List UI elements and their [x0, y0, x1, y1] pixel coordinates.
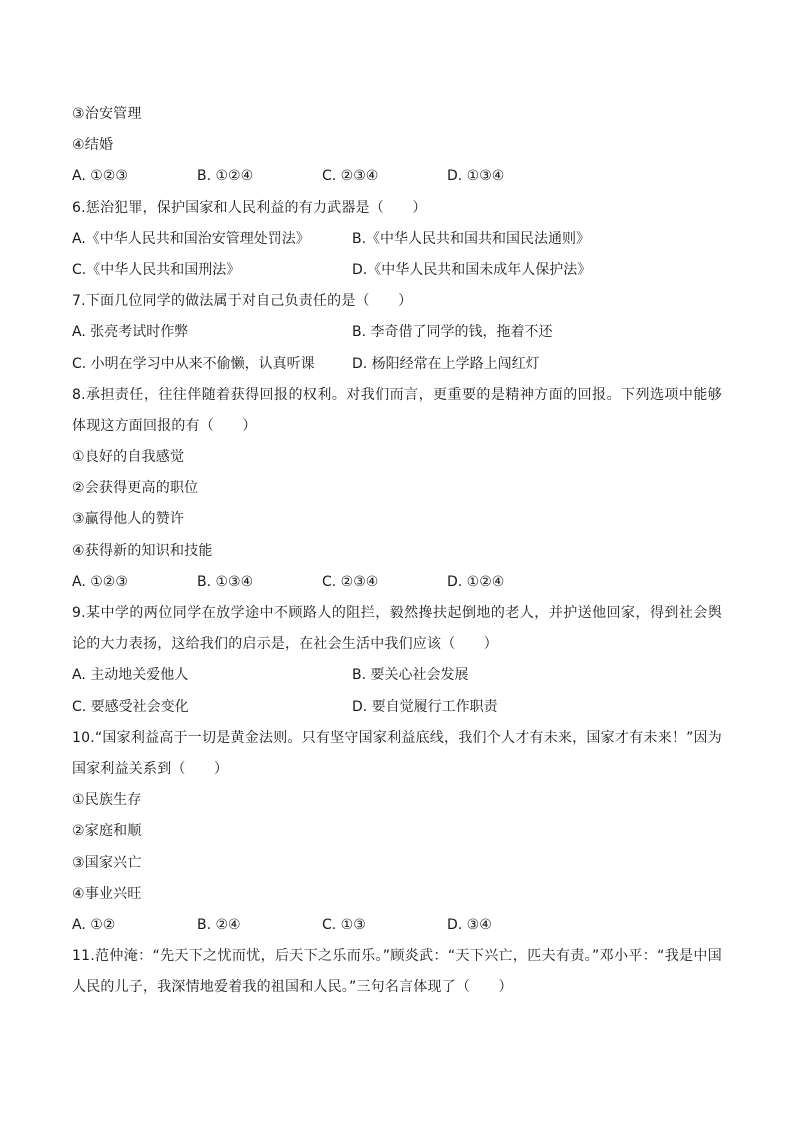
answer-option: D. 杨阳经常在上学路上闯红灯: [352, 355, 540, 372]
answer-option: C. ②③④: [322, 573, 379, 590]
answer-option: C.《中华人民共和国刑法》: [72, 261, 241, 278]
answer-option: C. 要感受社会变化: [72, 698, 189, 715]
options-row: [72, 567, 722, 598]
text-line: ④结婚: [72, 137, 114, 154]
text-line: ②家庭和顺: [72, 823, 142, 840]
text-line: ④事业兴旺: [72, 885, 142, 902]
answer-option: C. 小明在学习中从来不偷懒，认真听课: [72, 355, 315, 372]
options-row: [72, 161, 722, 192]
question-stem: 11.范仲淹：“先天下之忧而忧，后天下之乐而乐。”顾炎武：“天下兴亡，匹夫有责。”邓小平：“我是中国人民的儿子，我深情地爱着我的祖国和人民。”三句名言体现了（ ）: [72, 948, 722, 996]
options-row: [72, 317, 722, 348]
answer-option: D.《中华人民共和国未成年人保护法》: [352, 261, 592, 278]
options-row: [72, 910, 722, 941]
answer-option: B. ①③④: [197, 573, 254, 590]
answer-option: A.《中华人民共和国治安管理处罚法》: [72, 230, 310, 247]
answer-option: B. 李奇借了同学的钱，拖着不还: [352, 324, 553, 341]
answer-option: A. 主动地关爱他人: [72, 667, 189, 684]
options-row: [72, 660, 722, 691]
text-line: 6.惩治犯罪，保护国家和人民利益的有力武器是（ ）: [72, 199, 427, 216]
answer-option: A. 张亮考试时作弊: [72, 324, 189, 341]
answer-option: D. 要自觉履行工作职责: [352, 698, 498, 715]
answer-option: D. ①②④: [447, 573, 505, 590]
answer-option: B. ②④: [197, 916, 241, 933]
answer-option: A. ①②③: [72, 168, 128, 185]
text-line: 7.下面几位同学的做法属于对自己负责任的是（ ）: [72, 293, 413, 310]
answer-option: B.《中华人民共和国共和国民法通则》: [352, 230, 591, 247]
answer-option: C. ②③④: [322, 168, 379, 185]
answer-option: D. ①③④: [447, 168, 505, 185]
options-row: [72, 224, 722, 255]
answer-option: A. ①②: [72, 916, 116, 933]
answer-option: D. ③④: [447, 916, 492, 933]
question-stem: 10.“国家利益高于一切是黄金法则。只有坚守国家利益底线，我们个人才有未来，国家才有未来！”因为国家利益关系到（ ）: [72, 729, 722, 778]
question-stem: 8.承担责任，往往伴随着获得回报的权利。对我们而言，更重要的是精神方面的回报。下列选项中能够体现这方面回报的有（ ）: [72, 386, 722, 434]
text-line: ③治安管理: [72, 106, 142, 122]
answer-option: B. 要关心社会发展: [352, 667, 469, 684]
options-row: [72, 692, 722, 723]
text-line: ①民族生存: [72, 792, 142, 809]
text-line: ④获得新的知识和技能: [72, 542, 213, 559]
options-row: [72, 349, 722, 380]
text-line: ③赢得他人的赞许: [72, 511, 185, 528]
answer-option: C. ①③: [322, 916, 366, 933]
text-line: ②会获得更高的职位: [72, 480, 199, 497]
question-stem: 9.某中学的两位同学在放学途中不顾路人的阻拦，毅然搀扶起倒地的老人，并护送他回家，得到社会舆论的大力表扬，这给我们的启示是，在社会生活中我们应该（ ）: [72, 605, 722, 653]
text-line: ①良好的自我感觉: [72, 449, 185, 466]
question-content: [72, 99, 722, 1004]
answer-option: A. ①②③: [72, 573, 128, 590]
text-line: ③国家兴亡: [72, 854, 142, 871]
answer-option: B. ①②④: [197, 168, 254, 185]
options-row: [72, 255, 722, 286]
